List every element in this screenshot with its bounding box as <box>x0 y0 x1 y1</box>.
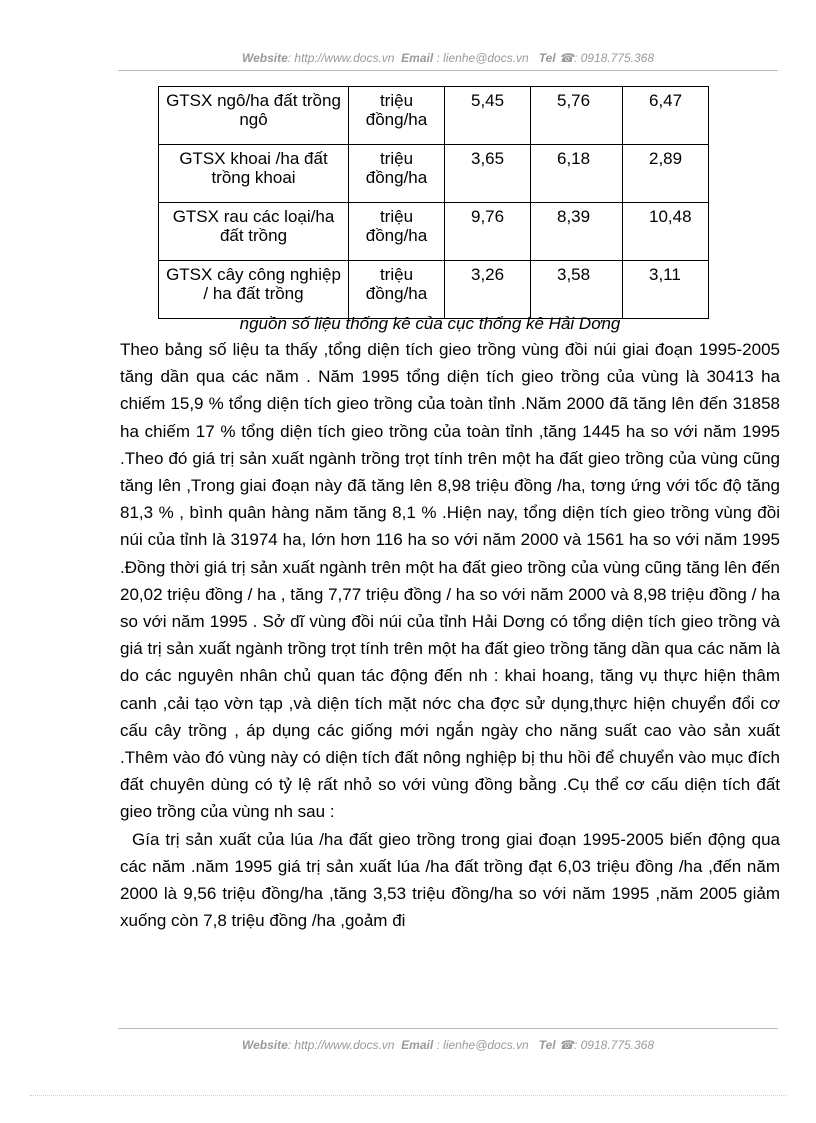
row-value-2000: 8,39 <box>531 203 623 261</box>
body-text <box>120 336 780 934</box>
page-footer <box>120 1038 776 1052</box>
row-value-2005: 2,89 <box>623 145 709 203</box>
page-edge-divider <box>30 1095 786 1096</box>
footer-email-label: Email <box>401 1038 434 1052</box>
row-value-1995: 5,45 <box>445 87 531 145</box>
row-value-2000: 6,18 <box>531 145 623 203</box>
footer-email-value: : lienhe@docs.vn <box>436 1038 529 1052</box>
row-value-2005: 3,11 <box>623 261 709 319</box>
table-row <box>159 145 709 203</box>
header-tel-value: : 0918.775.368 <box>573 51 655 65</box>
row-unit: triệu đồng/ha <box>349 203 445 261</box>
row-unit: triệu đồng/ha <box>349 87 445 145</box>
header-tel-label: Tel <box>538 51 556 65</box>
row-unit: triệu đồng/ha <box>349 261 445 319</box>
row-value-2000: 5,76 <box>531 87 623 145</box>
header-website-value: : http://www.docs.vn <box>287 51 395 65</box>
footer-tel-value: : 0918.775.368 <box>573 1038 655 1052</box>
row-value-1995: 9,76 <box>445 203 531 261</box>
row-value-2005: 6,47 <box>623 87 709 145</box>
paragraph: Theo bảng số liệu ta thấy ,tổng diện tích gieo trồng vùng đồi núi giai đoạn 1995-2005 tăng dần qua các năm . Năm 1995 tổng diện tích gieo trồng của vùng là 30413 ha chiếm 15,9 % tổng diện tích gieo trồng của toàn tỉnh .Năm 2000 đã tăng lên đến 31858 ha chiếm 17 % tổng diện tích gieo trồng của toàn tỉnh ,tăng 1445 ha so với năm 1995 .Theo đó giá trị sản xuất ngành trồng trọt tính trên một ha đất gieo trồng của vùng cũng tăng lên ,Trong giai đoạn này đã tăng lên 8,98 triệu đồng /ha, tơng ứng với tốc độ tăng 81,3 % , bình quân hàng năm tăng 8,1 % .Hiện nay, tổng diện tích gieo trồng vùng đồi núi của tỉnh là 31974 ha, lớn hơn 116 ha so với năm 2000 và 1561 ha so với năm 1995 .Đồng thời giá trị sản xuất ngành trên một ha đất gieo trồng của vùng cũng tăng lên đến 20,02 triệu đồng / ha , tăng 7,77 triệu đồng / ha so với năm 2000 và 8,98 triệu đồng / ha so với năm 1995 . Sở dĩ vùng đồi núi của tỉnh Hải Dơng có tổng diện tích gieo trồng và giá trị sản xuất ngành trồng trọt tính trên một ha đất gieo trồng tăng dần qua các năm là do các nguyên nhân chủ quan tác động đến nh : khai hoang, tăng vụ thực hiện thâm canh ,cải tạo vờn tạp ,và diện tích mặt nớc cha đợc sử dụng,thực hiện chuyển đổi cơ cấu cây trồng , áp dụng các giống mới ngắn ngày cho năng suất cao vào sản xuất .Thêm vào đó vùng này có diện tích đất nông nghiệp bị thu hồi để chuyển vào mục đích đất chuyên dùng có tỷ lệ rất nhỏ so với vùng đồng bằng .Cụ thể cơ cấu diện tích đất gieo trồng của vùng nh sau : <box>120 340 780 822</box>
row-value-2005: 10,48 <box>623 203 709 261</box>
row-name: GTSX ngô/ha đất trồng ngô <box>159 87 349 145</box>
header-divider <box>118 70 778 71</box>
page-header <box>120 51 776 65</box>
row-name: GTSX rau các loại/ha đất trồng <box>159 203 349 261</box>
row-value-2000: 3,58 <box>531 261 623 319</box>
table-row <box>159 203 709 261</box>
paragraph: Gía trị sản xuất của lúa /ha đất gieo trồng trong giai đoạn 1995-2005 biến động qua các năm .năm 1995 giá trị sản xuất lúa /ha đất trồng đạt 6,03 triệu đồng /ha ,đến năm 2000 là 9,56 triệu đồng/ha ,tăng 3,53 triệu đồng/ha so với năm 1995 ,năm 2005 giảm xuống còn 7,8 triệu đồng /ha ,goảm đi <box>120 829 780 931</box>
table-row <box>159 261 709 319</box>
row-value-1995: 3,65 <box>445 145 531 203</box>
header-website-label: Website <box>241 51 288 65</box>
header-email-label: Email <box>401 51 434 65</box>
row-name: GTSX khoai /ha đất trồng khoai <box>159 145 349 203</box>
footer-divider <box>118 1028 778 1029</box>
row-name: GTSX cây công nghiệp / ha đất trồng <box>159 261 349 319</box>
row-unit: triệu đồng/ha <box>349 145 445 203</box>
phone-icon: ☎ <box>559 1038 574 1052</box>
footer-website-label: Website <box>241 1038 288 1052</box>
row-value-1995: 3,26 <box>445 261 531 319</box>
data-table <box>158 86 709 319</box>
footer-website-value: : http://www.docs.vn <box>287 1038 395 1052</box>
footer-tel-label: Tel <box>538 1038 556 1052</box>
source-note: nguồn số liệu thống kê của cục thống kê Hải Dơng <box>239 314 621 333</box>
table-row <box>159 87 709 145</box>
phone-icon: ☎ <box>559 51 574 65</box>
header-email-value: : lienhe@docs.vn <box>436 51 529 65</box>
